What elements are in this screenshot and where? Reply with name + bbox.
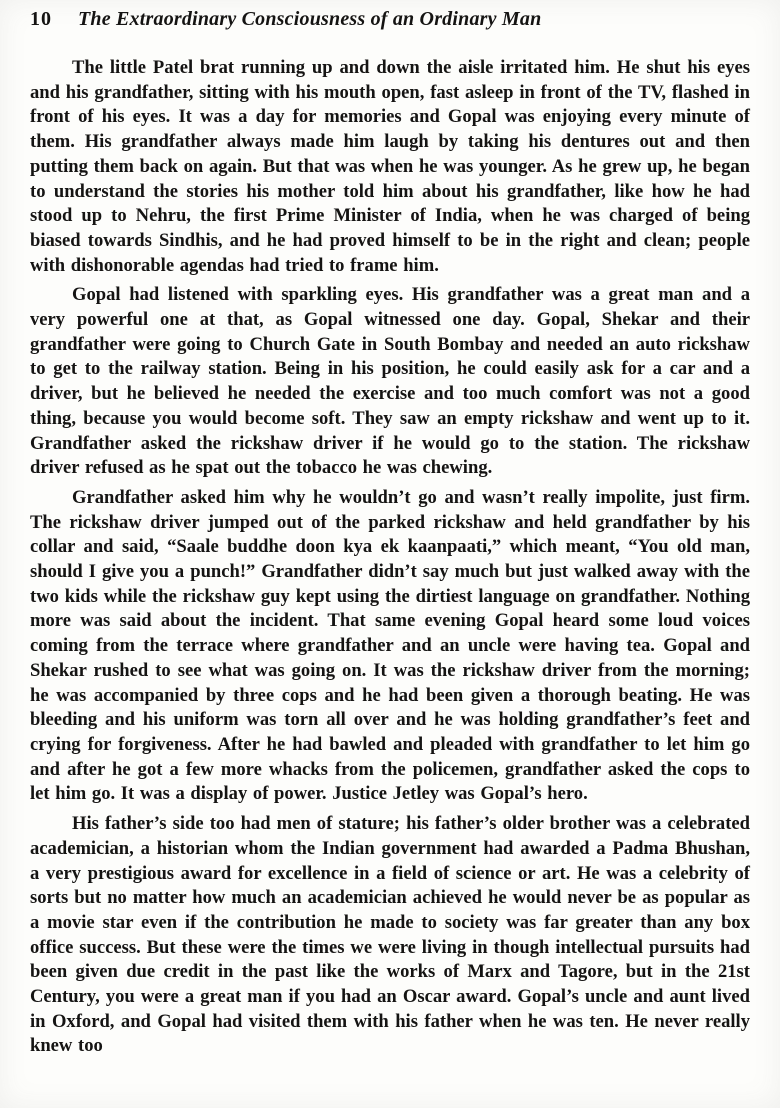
paragraph-3: Grandfather asked him why he wouldn’t go and wasn’t really impolite, just firm. The rickshaw driver jumped out of the parked rickshaw and held grandfather by his collar and said, “Saale buddhe doon kya ek kaanpaati,” which meant, “You old man, should I give you a punch!” Grandfather didn’t say much but just walked away with the two kids while the rickshaw guy kept using the dirtiest language on grandfather. Nothing more was said about the incident. That same evening Gopal heard some loud voices coming from the terrace where grandfather and an uncle were having tea. Gopal and Shekar rushed to see what was going on. It was the rickshaw driver from the morning; he was accompanied by three cops and he had been given a thorough beating. He was bleeding and his uniform was torn all over and he was holding grandfather’s feet and crying for forgiveness. After he had bawled and pleaded with grandfather to let him go and after he got a few more whacks from the policemen, grandfather asked the cops to let him go. It was a display of power. Justice Jetley was Gopal’s hero.	[30, 486, 750, 805]
paragraph-2: Gopal had listened with sparkling eyes. His grandfather was a great man and a very powerful one at that, as Gopal witnessed one day. Gopal, Shekar and their grandfather were going to Church Gate in South Bombay and needed an auto rickshaw to get to the railway station. Being in his position, he could easily ask for a car and a driver, but he believed he needed the exercise and too much comfort was not a good thing, because you would become soft. They saw an empty rickshaw and went up to it. Grandfather asked the rickshaw driver if he would go to the station. The rickshaw driver refused as he spat out the tobacco he was chewing.	[30, 284, 750, 479]
paragraph-4: His father’s side too had men of stature; his father’s older brother was a celebrated academician, a historian whom the Indian government had awarded a Padma Bhushan, a very prestigious award for excellence in a field of science or art. He was a celebrity of sorts but no matter how much an academician achieved he would never be as popular as a movie star even if the contribution he made to society was far greater than any box office success. But these were the times we were living in though intellectual pursuits had been given due credit in the past like the works of Marx and Tagore, but in the 21st Century, you were a great man if you had an Oscar award. Gopal’s uncle and aunt lived in Oxford, and Gopal had visited them with his father when he was ten. He never really knew too	[30, 813, 750, 1057]
page-body	[30, 56, 750, 1059]
page-number: 10	[30, 8, 52, 30]
running-title: The Extraordinary Consciousness of an Ordinary Man	[78, 8, 542, 30]
page-header	[0, 0, 780, 31]
paragraph-1: The little Patel brat running up and down the aisle irritated him. He shut his eyes and his grandfather, sitting with his mouth open, fast asleep in front of the TV, flashed in front of his eyes. It was a day for memories and Gopal was enjoying every minute of them. His grandfather always made him laugh by taking his dentures out and then putting them back on again. But that was when he was younger. As he grew up, he began to understand the stories his mother told him about his grandfather, like how he had stood up to Nehru, the first Prime Minister of India, when he was charged of being biased towards Sindhis, and he had proved himself to be in the right and clean; people with dishonorable agendas had tried to frame him.	[30, 57, 750, 276]
